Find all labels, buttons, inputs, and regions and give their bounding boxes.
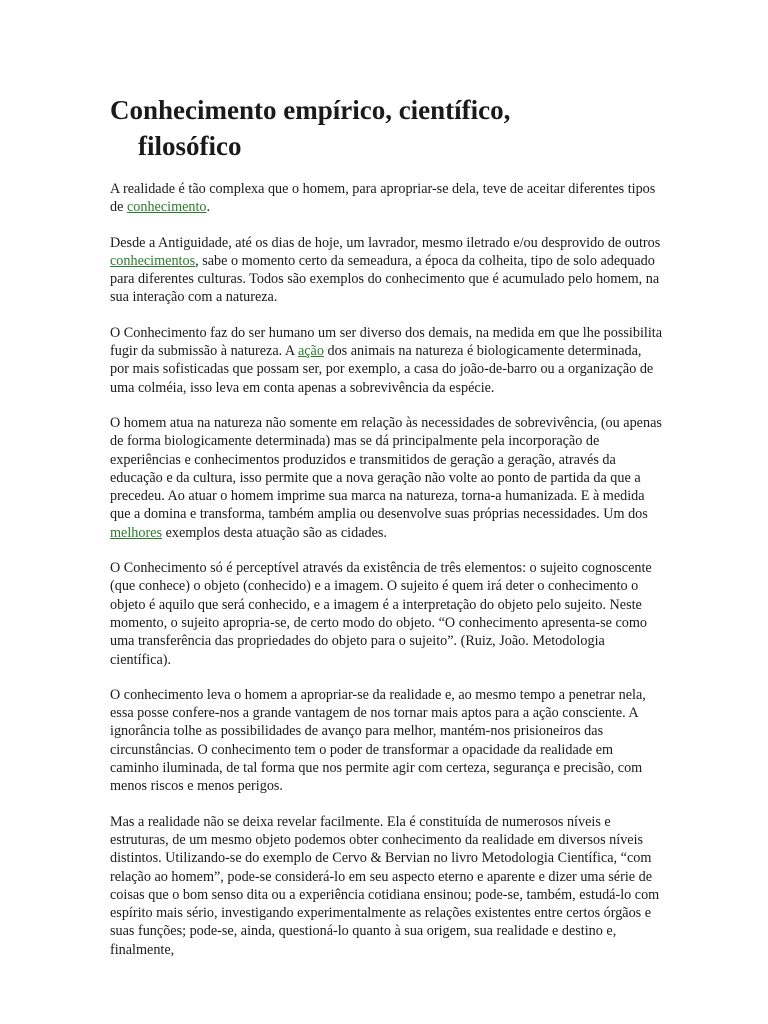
paragraph-1: [110, 180, 662, 217]
paragraph-2: [110, 234, 662, 307]
paragraph-3-text-a: O Conhecimento faz do ser humano um ser diverso dos demais, na medida em que lhe possibilita fugir da submissão à natureza. A: [110, 324, 663, 360]
link-melhores[interactable]: melhores: [110, 524, 163, 541]
paragraph-3: [110, 324, 662, 397]
link-conhecimento[interactable]: conhecimento: [126, 199, 207, 216]
paragraph-1-text-a: A realidade é tão complexa que o homem, para apropriar-se dela, teve de aceitar diferentes tipos de: [110, 181, 656, 216]
paragraph-1-text-b: .: [206, 199, 211, 216]
link-acao[interactable]: ação: [297, 343, 324, 360]
paragraph-4-text-b: exemplos desta atuação são as cidades.: [162, 524, 387, 541]
paragraph-4: [110, 414, 662, 542]
paragraph-3-text-b: dos animais na natureza é biologicamente determinada, por mais sofisticadas que possam ser, por exemplo, a casa do joão-de-barro ou a organização de uma colméia, isso leva em conta apenas a sobrevivência da espécie.: [110, 343, 654, 396]
paragraph-4-text-a: O homem atua na natureza não somente em relação às necessidades de sobrevivência, (ou apenas de forma biologicamente determinada) mas se dá principalmente pela incorporação de experiências e conhecimentos produzidos e transmitidos de geração a geração, através da educação e da cultura, isso permite que a nova geração não volte ao ponto de partida da que a precedeu. Ao atuar o homem imprime sua marca na natureza, torna-a humanizada. E à medida que a domina e transforma, também amplia ou desenvolve suas próprias necessidades. Um dos: [110, 414, 662, 523]
paragraph-2-text-b: , sabe o momento certo da semeadura, a época da colheita, tipo de solo adequado para diferentes culturas. Todos são exemplos do conhecimento que é acumulado pelo homem, na sua interação com a natureza.: [110, 252, 660, 306]
paragraph-6: O conhecimento leva o homem a apropriar-se da realidade e, ao mesmo tempo a penetrar nela, essa posse confere-nos a grande vantagem de nos tornar mais aptos para a ação consciente. A ignorância tolhe as possibilidades de avanço para melhor, mantém-nos prisioneiros das circunstâncias. O conhecimento tem o poder de transformar a opacidade da realidade em caminho iluminada, de tal forma que nos permite agir com certeza, segurança e precisão, com menos riscos e menos perigos.: [110, 686, 646, 795]
link-conhecimentos[interactable]: conhecimentos: [110, 252, 196, 269]
paragraph-7: Mas a realidade não se deixa revelar facilmente. Ela é constituída de numerosos níveis e estruturas, de um mesmo objeto podemos obter conhecimento da realidade em diversos níveis distintos. Utilizando-se do exemplo de Cervo & Bervian no livro Metodologia Científica, “com relação ao homem”, pode-se considerá-lo em seu aspecto eterno e aparente e dizer uma série de coisas que o bom senso dita ou a experiência cotidiana ensinou; pode-se, também, estudá-lo com espírito mais sério, investigando experimentalmente as relações existentes entre certos órgãos e suas funções; pode-se, ainda, questioná-lo quanto à sua origem, sua realidade e destino e, finalmente,: [110, 813, 660, 958]
article-body: [110, 180, 662, 976]
title-line-1: Conhecimento empírico, científico,: [110, 95, 511, 125]
paragraph-2-text-a: Desde a Antiguidade, até os dias de hoje, um lavrador, mesmo iletrado e/ou desprovido de outros: [110, 234, 661, 251]
paragraph-5: O Conhecimento só é perceptível através da existência de três elementos: o sujeito cognoscente (que conhece) o objeto (conhecido) e a imagem. O sujeito é quem irá deter o conhecimento o objeto é aquilo que será conhecido, e a imagem é a interpretação do objeto pelo sujeito. Neste momento, o sujeito apropria-se, de certo modo do objeto. “O conhecimento apresenta-se como uma transferência das propriedades do objeto para o sujeito”. (Ruiz, João. Metodologia científica).: [110, 560, 652, 668]
title-line-2: filosófico: [138, 131, 242, 161]
page-title: [110, 92, 670, 164]
